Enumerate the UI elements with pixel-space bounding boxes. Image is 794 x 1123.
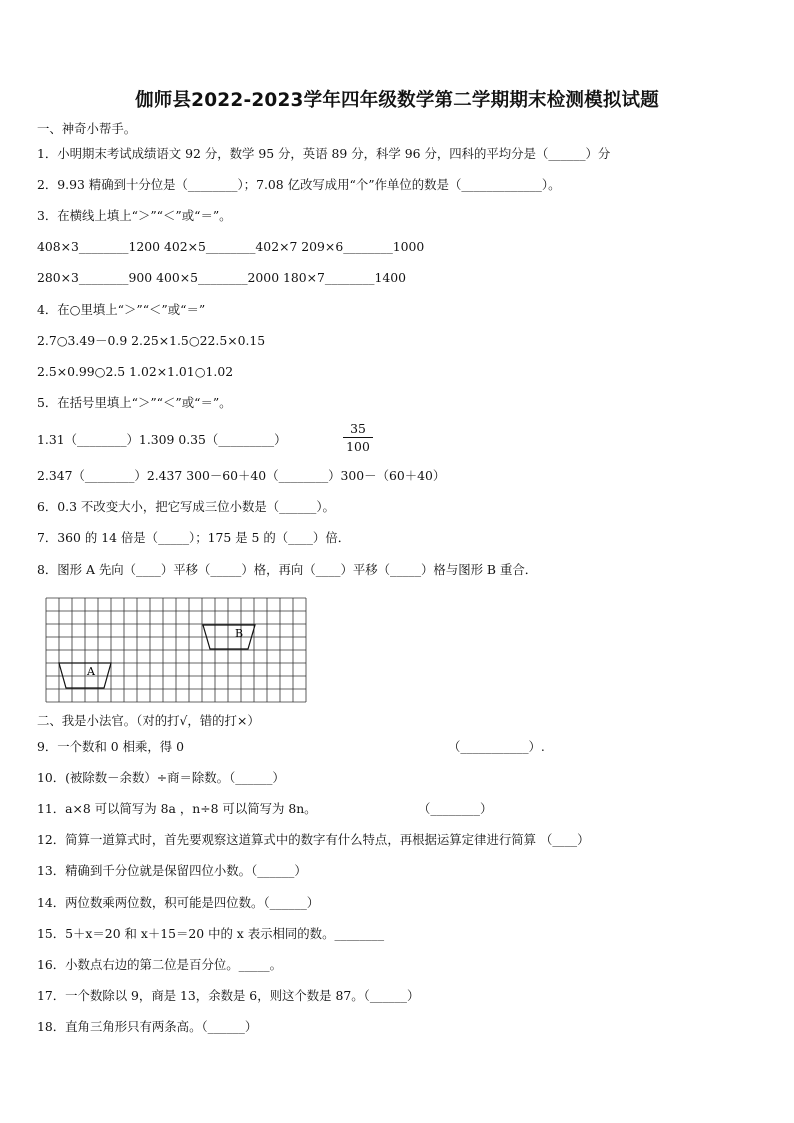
question-15: 15．5＋x＝20 和 x＋15＝20 中的 x 表示相同的数。________ — [37, 926, 385, 941]
question-4: 4．在○里填上“＞”“＜”或“＝” — [37, 302, 206, 317]
shape-a-label: A — [87, 665, 95, 678]
fraction-numerator: 35 — [350, 421, 366, 436]
question-3: 3．在横线上填上“＞”“＜”或“＝”。 — [37, 208, 232, 223]
question-11: 11．a×8 可以简写为 8a ，n÷8 可以简写为 8n。 — [37, 801, 317, 816]
question-3-row-a: 408×3________1200 402×5________402×7 209×6________1000 — [37, 239, 425, 254]
question-2: 2．9.93 精确到十分位是（________）；7.08 亿改写成用“个”作单位的数是（_____________）。 — [37, 177, 561, 192]
section-1-heading: 一、神奇小帮手。 — [37, 121, 137, 136]
question-7: 7．360 的 14 倍是（_____）；175 是 5 的（____）倍． — [37, 530, 351, 545]
question-12: 12．简算一道算式时，首先要观察这道算式中的数字有什么特点，再根据运算定律进行简算 （____） — [37, 832, 590, 847]
question-16: 16．小数点右边的第二位是百分位。_____。 — [37, 957, 282, 972]
question-3-row-b: 280×3________900 400×5________2000 180×7________1400 — [37, 270, 407, 285]
question-4-row-b: 2.5×0.99○2.5 1.02×1.01○1.02 — [37, 364, 234, 379]
question-4-row-a: 2.7○3.49－0.9 2.25×1.5○22.5×0.15 — [37, 333, 266, 348]
question-1: 1．小明期末考试成绩语文 92 分，数学 95 分，英语 89 分，科学 96 分，四科的平均分是（______）分 — [37, 146, 611, 161]
question-10: 10．(被除数－余数）÷商＝除数。（______） — [37, 770, 285, 785]
page-title: 伽师县2022-2023学年四年级数学第二学期期末检测模拟试题 — [135, 90, 659, 111]
fraction-denominator: 100 — [346, 439, 370, 454]
question-13: 13．精确到千分位就是保留四位小数。（______） — [37, 863, 307, 878]
question-8: 8．图形 A 先向（____）平移（_____）格，再向（____）平移（_____）格与图形 B 重合． — [37, 562, 538, 577]
fraction-35-100 — [343, 421, 373, 454]
shape-b-label: B — [235, 627, 244, 640]
question-18: 18．直角三角形只有两条高。（______） — [37, 1019, 258, 1034]
grid-lines — [46, 598, 306, 702]
question-6: 6．0.3 不改变大小，把它写成三位小数是（______）。 — [37, 499, 335, 514]
question-5-row-b: 2.347（________）2.437 300－60＋40（________）300－（60＋40） — [37, 468, 446, 483]
question-9-answer: （___________）. — [448, 739, 545, 754]
translation-grid — [45, 597, 309, 703]
fraction-bar — [343, 437, 373, 438]
question-5: 5．在括号里填上“＞”“＜”或“＝”。 — [37, 395, 232, 410]
question-9: 9．一个数和 0 相乘，得 0 — [37, 739, 184, 754]
section-2-heading: 二、我是小法官。（对的打√，错的打×） — [37, 713, 260, 728]
question-5-row-a: 1.31（________）1.309 0.35（_________） — [37, 432, 287, 447]
question-17: 17．一个数除以 9，商是 13，余数是 6，则这个数是 87。（______） — [37, 988, 420, 1003]
question-14: 14．两位数乘两位数，积可能是四位数。（______） — [37, 895, 320, 910]
question-11-answer: （________） — [418, 801, 493, 816]
